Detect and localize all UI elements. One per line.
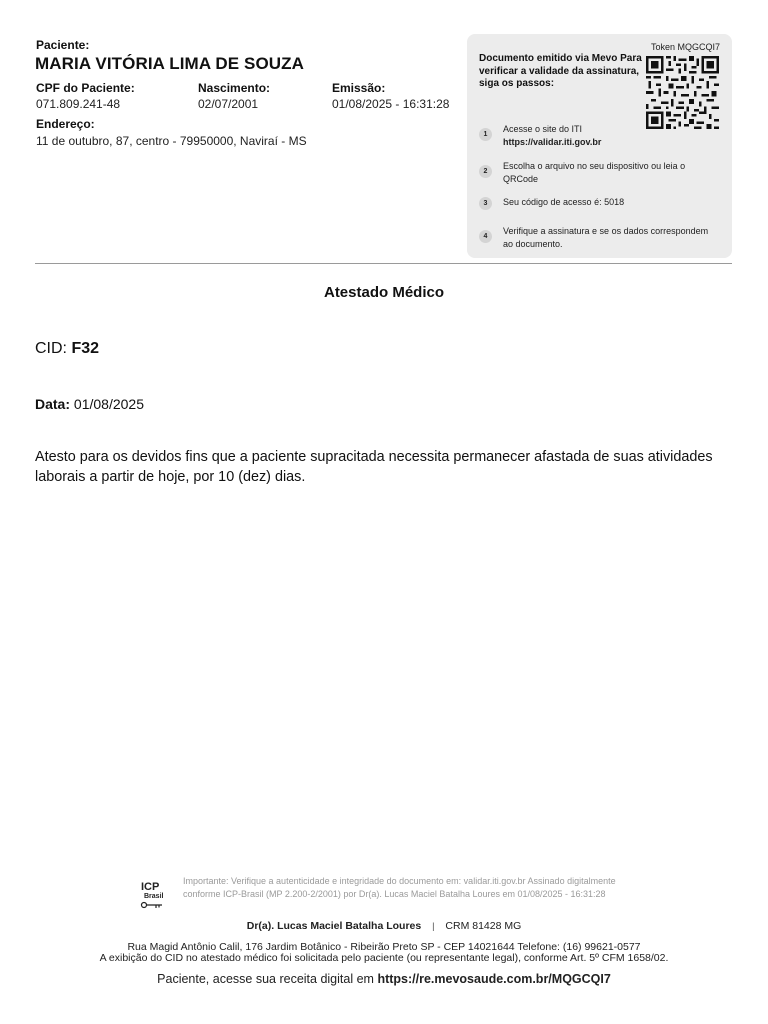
cid-label: CID: — [35, 340, 67, 357]
date-label: Data: — [35, 396, 71, 412]
digital-receipt-line — [0, 972, 768, 986]
header-divider — [35, 263, 732, 264]
svg-text:ICP: ICP — [141, 881, 160, 893]
step-text: Escolha o arquivo no seu dispositivo ou leia o QRCode — [503, 161, 686, 184]
certificate-text: Atesto para os devidos fins que a paciente supracitada necessita permanecer afastada de suas atividades laborais a partir de hoje, por 10 (dez) dias. — [35, 449, 713, 485]
date-line — [35, 396, 144, 412]
step-text: Acesse o site do ITI — [503, 124, 583, 134]
patient-name: MARIA VITÓRIA LIMA DE SOUZA — [35, 54, 305, 73]
iti-link[interactable]: https://validar.iti.gov.br — [503, 136, 602, 147]
cpf-value: 071.809.241-48 — [36, 97, 121, 111]
token-code: Token MQGCQI7 — [650, 42, 720, 52]
cid-disclosure-note: A exibição do CID no atestado médico foi solicitada pelo paciente (ou representante legal), conforme Art. 5º CFM 1658/02. — [99, 952, 669, 964]
address-value: 11 de outubro, 87, centro - 79950000, Naviraí - MS — [36, 134, 307, 148]
step-number: 2 — [479, 165, 492, 178]
step-number: 1 — [479, 128, 492, 141]
birth-label: Nascimento: — [198, 81, 271, 95]
cpf-label: CPF do Paciente: — [36, 81, 135, 95]
verification-title: Documento emitido via Mevo Para verificar a validade da assinatura, siga os passos: — [479, 53, 642, 89]
doctor-signature — [0, 920, 768, 932]
receipt-prefix: Paciente, acesse sua receita digital em — [157, 972, 374, 986]
svg-text:Brasil: Brasil — [144, 893, 164, 900]
cid-line — [35, 340, 99, 358]
date-value: 01/08/2025 — [73, 396, 144, 412]
qr-code-icon[interactable] — [644, 56, 721, 129]
separator: | — [432, 921, 435, 931]
verification-box — [467, 34, 732, 258]
step-text: Verifique a assinatura e se os dados correspondem ao documento. — [503, 226, 709, 249]
receipt-link[interactable]: https://re.mevosaude.com.br/MQGCQI7 — [377, 972, 611, 986]
issue-value: 01/08/2025 - 16:31:28 — [332, 97, 450, 111]
authenticity-notice: Importante: Verifique a autenticidade e integridade do documento em: validar.iti.gov.br Assinado digitalmente conforme ICP-Brasil (MP 2.200-2/2001) por Dr(a). Lucas Maciel Batalha Loures em 01/08/2025 - 16:31:28 — [183, 876, 616, 899]
document-title: Atestado Médico — [323, 284, 444, 301]
address-label: Endereço: — [36, 117, 95, 131]
step-number: 4 — [479, 230, 492, 243]
icp-brasil-logo — [138, 878, 168, 912]
cid-code: F32 — [71, 340, 100, 357]
issue-label: Emissão: — [332, 81, 386, 95]
birth-value: 02/07/2001 — [198, 97, 259, 111]
patient-label: Paciente: — [36, 38, 90, 52]
doctor-crm: CRM 81428 MG — [445, 920, 522, 932]
doctor-address: Rua Magid Antônio Calil, 176 Jardim Botânico - Ribeirão Preto SP - CEP 14021644 Telefone: (16) 99621-0577 — [127, 941, 641, 953]
step-number: 3 — [479, 197, 492, 210]
step-text: Seu código de acesso é: 5018 — [503, 197, 625, 207]
doctor-name: Dr(a). Lucas Maciel Batalha Loures — [246, 920, 422, 932]
